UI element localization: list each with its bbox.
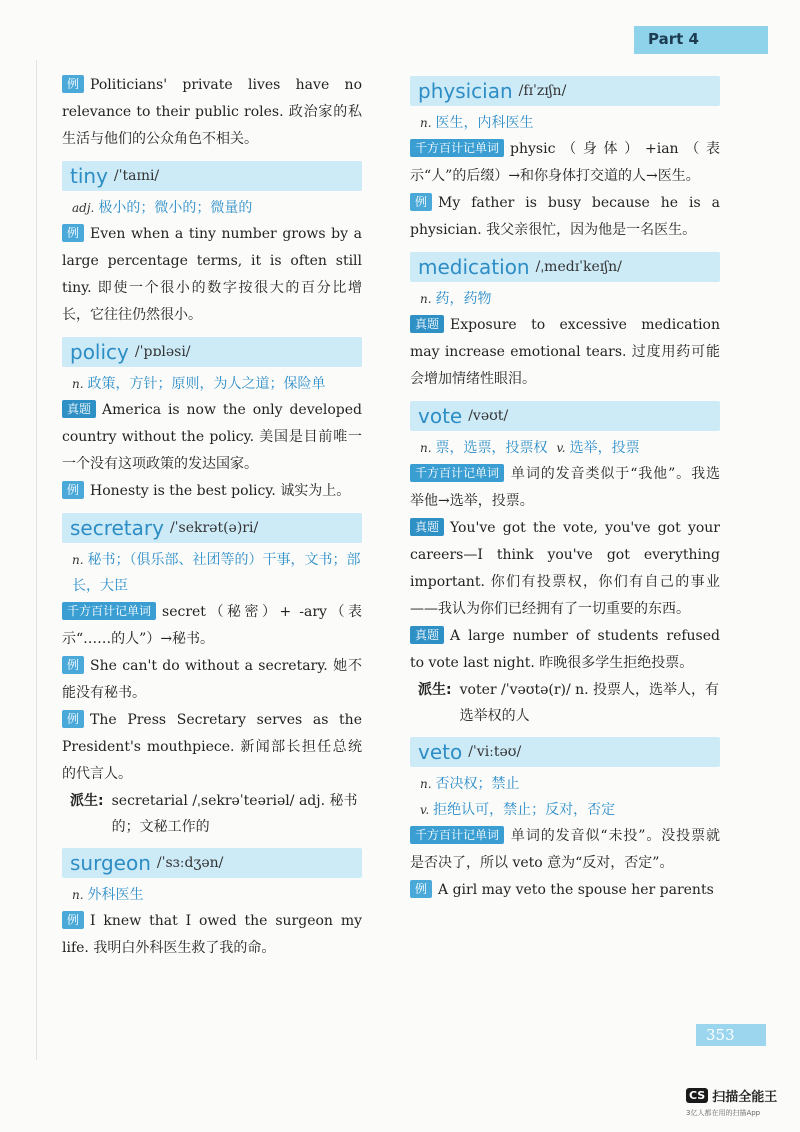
example-sentence: 例 I knew that I owed the surgeon my life. 我明白外科医生救了我的命。 <box>62 913 362 956</box>
cs-logo-icon: CS <box>686 1088 708 1103</box>
entry-surgeon <box>62 848 362 878</box>
headword: veto <box>418 740 463 764</box>
definition: n. 秘书；（俱乐部、社团等的）干事，文书；部长，大臣 <box>72 552 361 594</box>
real-exam-tag: 真题 <box>410 315 444 333</box>
entry-medication <box>410 252 720 282</box>
headword: secretary <box>70 516 164 540</box>
part-label: Part 4 <box>634 26 768 54</box>
derived-label: 派生: <box>70 793 104 809</box>
entry-veto <box>410 737 720 767</box>
real-exam-sentence: 真题 A large number of students refused to vote last night. 昨晚很多学生拒绝投票。 <box>410 628 720 671</box>
headword: physician <box>418 79 513 103</box>
derived-word: 派生: secretarial /ˌsekrəˈteəriəl/ adj. 秘书的；文秘工作的 <box>62 788 362 840</box>
memory-tip: 千方百计记单词 physic（身体）+ian（表示“人”的后缀）→和你身体打交道的人→医生。 <box>410 141 720 184</box>
example-tag: 例 <box>410 193 432 211</box>
entry-policy <box>62 337 362 367</box>
headword: tiny <box>70 164 108 188</box>
example-tag: 例 <box>62 710 84 728</box>
intro-example: 例 Politicians' private lives have no relevance to their public roles. 政治家的私生活与他们的公众角色不相关。 <box>62 77 362 147</box>
example-sentence: 例 My father is busy because he is a physician. 我父亲很忙，因为他是一名医生。 <box>410 195 720 238</box>
example-sentence: 例 The Press Secretary serves as the President's mouthpiece. 新闻部长担任总统的代言人。 <box>62 712 362 782</box>
memory-tip: 千方百计记单词 secret（秘密）+ -ary（表示“……的人”）→秘书。 <box>62 604 362 647</box>
real-exam-sentence: 真题 You've got the vote, you've got your careers—I think you've got everything important. 你们有投票权，你们有自己的事业——我认为你们已经拥有了一切重要的东西。 <box>410 520 720 617</box>
entry-physician <box>410 76 720 106</box>
phonetic: /ˈviːtəʊ/ <box>468 744 522 760</box>
scanner-app-logo <box>686 1086 777 1105</box>
real-exam-tag: 真题 <box>410 518 444 536</box>
right-column <box>410 72 720 904</box>
example-sentence: 例 She can't do without a secretary. 她不能没有秘书。 <box>62 658 362 701</box>
real-exam-sentence: 真题 Exposure to excessive medication may increase emotional tears. 过度用药可能会增加情绪性眼泪。 <box>410 317 720 387</box>
example-tag: 例 <box>62 224 84 242</box>
derived-label: 派生: <box>418 682 452 698</box>
app-name: 扫描全能王 <box>712 1090 778 1105</box>
phonetic: /ˈpɒləsi/ <box>134 344 191 360</box>
phonetic: /ˈtaɪni/ <box>113 168 160 184</box>
example-tag: 例 <box>62 911 84 929</box>
example-sentence: 例 A girl may veto the spouse her parents <box>410 877 720 904</box>
phonetic: /ˈsɜːdʒən/ <box>156 855 224 871</box>
definition: v. 拒绝认可，禁止；反对，否定 <box>420 802 616 818</box>
app-tagline: 3亿人都在用的扫描App <box>686 1109 761 1117</box>
headword: policy <box>70 340 129 364</box>
definition: n. 否决权；禁止 <box>420 776 520 792</box>
headword: vote <box>418 404 463 428</box>
phonetic: /fɪˈzɪʃn/ <box>518 83 567 99</box>
phonetic: /ˌmedɪˈkeɪʃn/ <box>535 259 622 275</box>
memory-tag: 千方百计记单词 <box>410 464 504 482</box>
headword: medication <box>418 255 530 279</box>
page-number: 353 <box>696 1024 766 1046</box>
real-exam-tag: 真题 <box>410 626 444 644</box>
memory-tag: 千方百计记单词 <box>410 826 504 844</box>
entry-secretary <box>62 513 362 543</box>
definition: adj. 极小的；微小的；微量的 <box>72 200 253 216</box>
page-spine-line <box>36 60 37 1060</box>
definition: n. 医生，内科医生 <box>420 115 534 131</box>
definition: n. 政策，方针；原则，为人之道；保险单 <box>72 376 326 392</box>
memory-tip: 千方百计记单词 单词的发音似“未投”。没投票就是否决了，所以 veto 意为“反对，否定”。 <box>410 828 720 871</box>
example-sentence: 例 Even when a tiny number grows by a large percentage terms, it is often still tiny. 即使一个很小的数字按很大的百分比增长，它往往仍然很小。 <box>62 226 362 323</box>
example-sentence: 例 Honesty is the best policy. 诚实为上。 <box>62 478 362 505</box>
entry-tiny <box>62 161 362 191</box>
headword: surgeon <box>70 851 151 875</box>
definition: n. 票，选票，投票权 v. 选举，投票 <box>420 440 640 456</box>
memory-tag: 千方百计记单词 <box>62 602 156 620</box>
example-tag: 例 <box>62 75 84 93</box>
example-tag: 例 <box>62 656 84 674</box>
phonetic: /ˈsekrət(ə)ri/ <box>169 520 259 536</box>
derived-word: 派生: voter /ˈvəʊtə(r)/ n. 投票人，选举人，有选举权的人 <box>410 677 720 729</box>
memory-tip: 千方百计记单词 单词的发音类似于“我他”。我选举他→选举，投票。 <box>410 466 720 509</box>
example-tag: 例 <box>410 880 432 898</box>
memory-tag: 千方百计记单词 <box>410 139 504 157</box>
left-column <box>62 72 362 962</box>
definition: n. 外科医生 <box>72 887 144 903</box>
example-tag: 例 <box>62 481 84 499</box>
phonetic: /vəʊt/ <box>468 408 509 424</box>
entry-vote <box>410 401 720 431</box>
real-exam-tag: 真题 <box>62 400 96 418</box>
real-exam-sentence: 真题 America is now the only developed country without the policy. 美国是目前唯一一个没有这项政策的发达国家。 <box>62 402 362 472</box>
definition: n. 药，药物 <box>420 291 492 307</box>
